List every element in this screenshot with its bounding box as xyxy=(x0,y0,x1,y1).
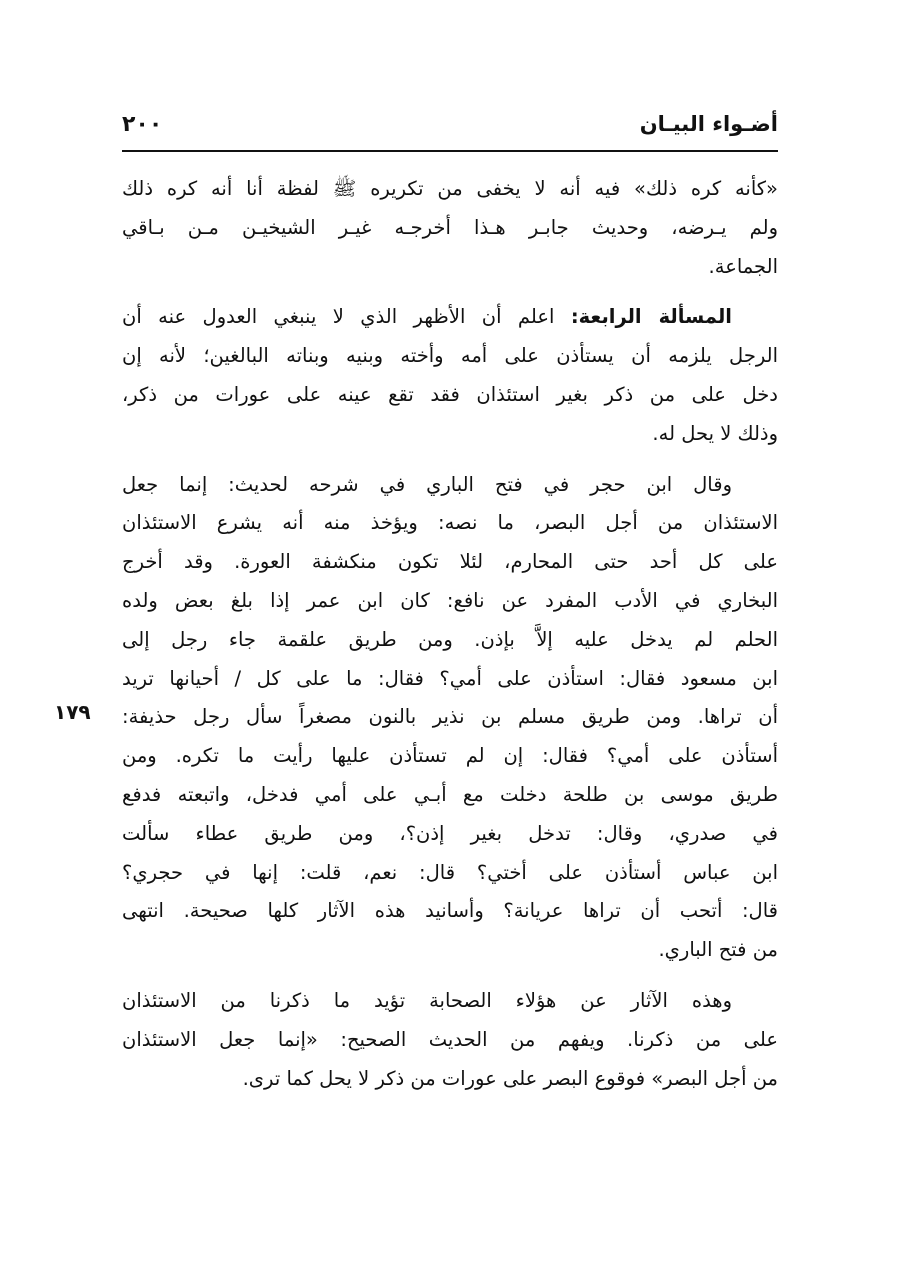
text-line: طريق موسى بن طلحة دخلت مع أبـي على أمي فدخل، واتبعته فدفع xyxy=(122,782,778,806)
text-line: الحلم لم يدخل عليه إلاَّ بإذن. ومن طريق علقمة جاء رجل إلى xyxy=(122,627,778,651)
paragraph-3 xyxy=(122,466,778,970)
page-number: ٢٠٠ xyxy=(122,112,163,137)
text-line: أن تراها. ومن طريق مسلم بن نذير بالنون مصغراً سأل رجل حذيفة: xyxy=(122,705,778,729)
text-line: الرجل يلزمه أن يستأذن على أمه وأخته وبنيه وبناته البالغين؛ لأنه إن xyxy=(122,344,778,368)
text-line: الجماعة. xyxy=(708,254,778,278)
text-line: ولم يـرضه، وحديث جابـر هـذا أخرجـه غيـر الشيخيـن مـن بـاقي xyxy=(122,215,778,239)
text-line: وهذه الآثار عن هؤلاء الصحابة تؤيد ما ذكرنا من الاستئذان xyxy=(122,988,732,1012)
text-line: البخاري في الأدب المفرد عن نافع: كان ابن عمر إذا بلغ بعض ولده xyxy=(122,588,778,612)
text-line: أستأذن على أمي؟ فقال: إن لم تستأذن عليها رأيت ما تكره. ومن xyxy=(122,744,778,768)
text-line: ابن مسعود فقال: استأذن على أمي؟ فقال: ما على كل / أحيانها تريد xyxy=(122,666,778,690)
text-line: قال: أتحب أن تراها عريانة؟ وأسانيد هذه الآثار كلها صحيحة. انتهى xyxy=(122,899,778,923)
header-rule xyxy=(122,150,778,152)
page-header xyxy=(122,106,778,146)
page-body xyxy=(122,170,778,1098)
paragraph-2 xyxy=(122,298,778,453)
text-line: في صدري، وقال: تدخل بغير إذن؟، ومن طريق عطاء سألت xyxy=(122,821,778,845)
issue-heading: المسألة الرابعة: xyxy=(570,305,732,329)
text-line: وذلك لا يحل له. xyxy=(652,421,778,445)
text-line: وقال ابن حجر في فتح الباري في شرحه لحديث: إنما جعل xyxy=(122,472,732,496)
margin-page-reference: ١٧٩ xyxy=(54,700,91,724)
text-line: من فتح الباري. xyxy=(658,938,778,962)
running-title: أضـواء البيـان xyxy=(639,112,778,136)
text-line: «كأنه كره ذلك» فيه أنه لا يخفى من تكريره ﷺ لفظة أنا أنه كره ذلك xyxy=(122,177,778,200)
text-line xyxy=(122,298,778,337)
text-line: دخل على من ذكر بغير استئذان فقد تقع عينه على عورات من ذكر، xyxy=(122,382,778,406)
paragraph-4 xyxy=(122,982,778,1098)
text-line: على كل أحد حتى المحارم، لئلا تكون منكشفة العورة. وقد أخرج xyxy=(122,550,778,574)
text-line: على من ذكرنا. ويفهم من الحديث الصحيح: «إنما جعل الاستئذان xyxy=(122,1027,778,1051)
text-line: الاستئذان من أجل البصر، ما نصه: ويؤخذ منه أنه يشرع الاستئذان xyxy=(122,511,778,535)
text-fragment: اعلم أن الأظهر الذي لا ينبغي العدول عنه أن xyxy=(122,305,555,329)
text-line: من أجل البصر» فوقوع البصر على عورات من ذكر لا يحل كما ترى. xyxy=(242,1066,778,1090)
paragraph-1 xyxy=(122,170,778,286)
text-line: ابن عباس أستأذن على أختي؟ قال: نعم، قلت: إنها في حجري؟ xyxy=(122,860,778,884)
